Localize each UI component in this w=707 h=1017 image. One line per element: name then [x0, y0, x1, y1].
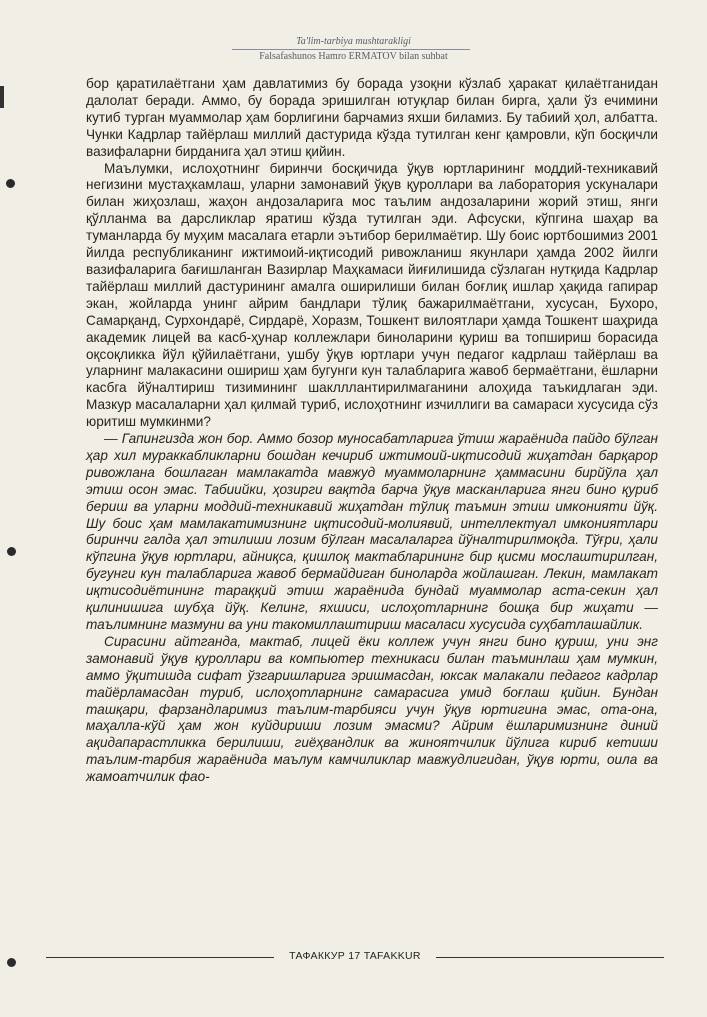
- header-rubric: Ta'lim-tarbiya mushtarakligi: [296, 36, 411, 47]
- article-body: [86, 76, 658, 786]
- paragraph-2: Маълумки, ислоҳотнинг биринчи босқичида ўқув юртларининг моддий-техникавий негизини мустаҳкамлаш, уларни замонавий ўқув қуроллари ва лаборатория ускуналари билан жиҳозлаш, жаҳон андозаларига мос таълим андозаларини жорий этиш, янги қўлланма ва дарсликлар яратиш кўзда тутилган эди. Афсуски, кўпгина шаҳар ва туманларда бу муҳим масалага етарли эътибор берилмаётир. Шу боис юртбошимиз 2001 йилда республиканинг ижтимоий-иқтисодий ривожланиш якунлари ҳамда 2002 йилги вазифаларига бағишланган Вазирлар Маҳкамаси йиғилишида сўзлаган нутқида Кадрлар тайёрлаш миллий дастурининг амалга оширилиши билан боғлиқ ишлар ҳақида гапирар экан, жойларда унинг айрим бандлари тўлиқ бажарилмаётгани, хусусан, Бухоро, Самарқанд, Сурхондарё, Сирдарё, Хоразм, Тошкент вилоятлари ҳамда Тошкент шаҳрида академик лицей ва касб-ҳунар коллежлари биноларини қуриш ва топшириш борасида оқсоқликка йўл қўйилаётгани, ушбу ўқув юртлари учун педагог кадрлаш тайёрлаш ва уларнинг малакасини ошириш ҳам бугунги кун талабларига жавоб бермаётгани, ёшларни касбга йўналтириш тизимининг шаклллантирилмаганини алоҳида таъкидлаган эди. Мазкур масалаларни ҳал қилмай туриб, ислоҳотнинг изчиллиги ва самараси хусусида сўз юритиш мумкинми?: [86, 160, 658, 430]
- footer-rule-right: [436, 957, 664, 958]
- page-footer: [0, 950, 707, 964]
- binder-hole-middle: [7, 547, 16, 556]
- paragraph-1: бор қаратилаётгани ҳам давлатимиз бу борада узоқни кўзлаб ҳаракат қилаётганидан далолат беради. Аммо, бу борада эришилган ютуқлар билан бирга, ҳали ўз ечимини кутиб турган муаммолар ҳам борлигини барчамиз яхши биламиз. Бу табиий ҳол, албатта. Чунки Кадрлар тайёрлаш миллий дастурида кўзда тутилган кенг қамровли, кўп босқичли вазифаларни бирданига ҳал этиш қийин.: [86, 76, 658, 159]
- header-subtitle: Falsafashunos Hamro ERMATOV bilan suhbat: [259, 51, 448, 62]
- running-header: [0, 36, 707, 63]
- binder-hole-bottom: [7, 958, 16, 967]
- footer-folio: ТАФАККУР 17 TAFAKKUR: [289, 950, 421, 962]
- footer-rule-left: [46, 957, 274, 958]
- edge-mark: [0, 86, 4, 108]
- paragraph-4: Сирасини айтганда, мактаб, лицей ёки коллеж учун янги бино қуриш, уни энг замонавий ўқув қуроллари ва компьютер техникаси билан таъминлаш ҳам мумкин, аммо ўқитишда сифат ўзгаришларига эришмасдан, юксак малакали педагог кадрлар тайёрламасдан туриб, ислоҳотларнинг самарасига умид боғлаш қийин. Бундан ташқари, фарзандларимиз таълим-тарбияси учун ўқув юртигина эмас, ота-она, маҳалла-кўй ҳам жон куйдириши лозим эмасми? Айрим ёшларимизнинг диний ақидапарастликка берилиши, гиёҳвандлик ва жиноятчилик йўлига кириб кетиши таълим-тарбия жараёнида маълум камчиликлар мавжудлигидан, ўқув юрти, оила ва жамоатчилик фао-: [86, 633, 658, 785]
- header-rule: [232, 49, 470, 50]
- paragraph-3: — Гапингизда жон бор. Аммо бозор муносабатларига ўтиш жараёнида пайдо бўлган ҳар хил мураккабликларни бошдан кечириб ижтимоий-иқтисодий жиҳатдан барқарор ривожлана бошлаган мамлакатда мавжуд муаммоларнинг ҳаммасини бирйўла ҳал этиш осон эмас. Табиийки, ҳозирги вақтда барча ўқув масканларига янги бино қуриб бериш ва уларни моддий-техникавий жиҳатдан тўлиқ таъмин этиш имконияти йўқ. Шу боис ҳам мамлакатимизнинг иқтисодий-молиявий, интеллектуал имкониятлари биринчи галда ҳал этилиши лозим бўлган масалаларга йўналтирилмоқда. Тўғри, ҳали кўпгина ўқув юртлари, айниқса, қишлоқ мактабларининг бир қисми мослаштирилган, бугунги кун талабларига жавоб бермайдиган биноларда жойлашган. Лекин, мамлакат иқтисодиётининг тараққий этиш жараёнида бундай муаммолар аста-секин ҳал қилинишига шубҳа йўқ. Келинг, яхшиси, ислоҳотларнинг бошқа бир жиҳати — таълимнинг мазмуни ва уни такомиллаштириш масаласи хусусида суҳбатлашайлик.: [86, 431, 658, 632]
- binder-hole-top: [6, 179, 15, 188]
